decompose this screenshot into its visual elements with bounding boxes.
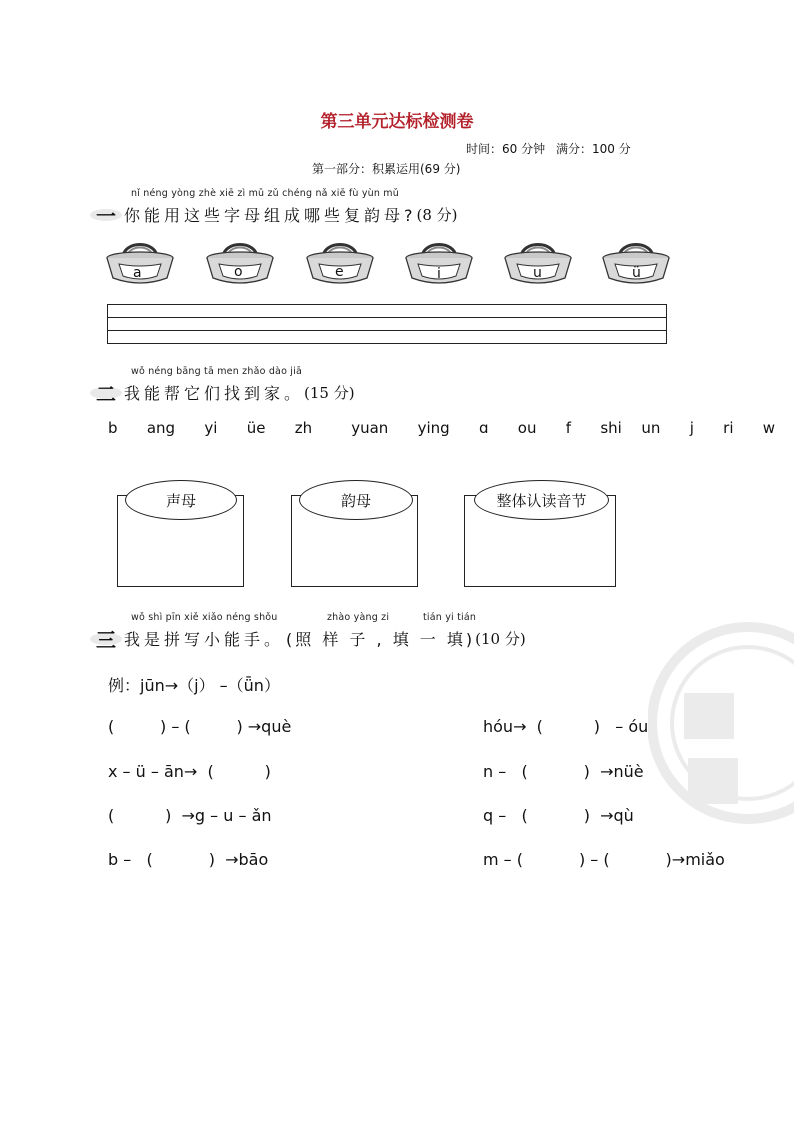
q3-item-8[interactable]: m – ( ) – ( )→miǎo bbox=[483, 850, 725, 869]
time-limit: 时间：60 分钟 bbox=[466, 142, 546, 156]
q3-instruction: (照 样 子 , 填 一 填) bbox=[286, 630, 476, 649]
whole-syllables-label: 整体认读音节 bbox=[474, 480, 609, 520]
q3-heading bbox=[96, 624, 526, 653]
q1-text: 你能用这些字母组成哪些复韵母? bbox=[124, 206, 417, 225]
q3-item-3[interactable]: x – ü – ān→ ( ) bbox=[108, 762, 271, 781]
q1-answer-lines[interactable] bbox=[107, 304, 667, 344]
q2-number: 二 bbox=[96, 378, 116, 407]
q3-item-2[interactable]: hóu→ ( ) – óu bbox=[483, 717, 649, 736]
q3-pinyin-2: zhào yàng zi bbox=[327, 612, 390, 623]
answer-line[interactable] bbox=[108, 305, 666, 318]
q1-number: 一 bbox=[96, 200, 116, 229]
answer-line[interactable] bbox=[108, 318, 666, 331]
pot-icon bbox=[205, 238, 275, 288]
q3-pinyin-3: tián yi tián bbox=[423, 612, 477, 623]
part-heading: 第一部分：积累运用(69 分) bbox=[312, 162, 461, 176]
q3-example: 例：jūn→（j） –（ǖn） bbox=[108, 676, 280, 695]
q3-item-7[interactable]: b – ( ) →bāo bbox=[108, 850, 269, 869]
finals-label: 韵母 bbox=[299, 480, 413, 520]
q1-score: (8 分) bbox=[416, 206, 458, 224]
q3-pinyin-1: wǒ shì pīn xiě xiǎo néng shǒu bbox=[131, 612, 278, 623]
q2-text: 我能帮它们找到家。 bbox=[124, 384, 305, 403]
answer-line[interactable] bbox=[108, 331, 666, 344]
pot-letter-e: e bbox=[335, 264, 344, 280]
full-score: 满分：100 分 bbox=[556, 142, 631, 156]
q2-pinyin: wǒ néng bāng tā men zhǎo dào jiā bbox=[131, 366, 303, 377]
q3-item-4[interactable]: n – ( ) →nüè bbox=[483, 762, 644, 781]
q3-item-5[interactable]: ( ) →g – u – ǎn bbox=[108, 806, 272, 825]
q1-heading bbox=[96, 200, 458, 229]
pot-letter-v: ü bbox=[632, 265, 641, 281]
q3-text: 我是拼写小能手。 bbox=[124, 630, 285, 649]
pot-letter-a: a bbox=[133, 265, 142, 281]
q2-score: (15 分) bbox=[304, 384, 355, 402]
watermark-seal-icon bbox=[648, 598, 794, 848]
q3-score: (10 分) bbox=[475, 630, 526, 648]
q3-item-6[interactable]: q – ( ) →qù bbox=[483, 806, 634, 825]
q3-item-1[interactable]: ( ) – ( ) →què bbox=[108, 717, 292, 736]
q2-heading bbox=[96, 378, 355, 407]
exam-title: 第三单元达标检测卷 bbox=[320, 112, 474, 132]
pot-letter-o: o bbox=[234, 264, 243, 280]
pot-icon bbox=[305, 238, 375, 288]
q2-letters: b ang yi üe zh yuan ying ɑ ou f shi un j ri w bbox=[108, 419, 776, 437]
pot-letter-u: u bbox=[533, 265, 542, 281]
q1-pinyin: nǐ néng yòng zhè xiē zì mǔ zǔ chéng nǎ xiē fù yùn mǔ bbox=[131, 188, 399, 199]
pot-letter-i: i bbox=[437, 266, 441, 282]
initials-label: 声母 bbox=[125, 480, 237, 520]
q3-number: 三 bbox=[96, 624, 116, 653]
